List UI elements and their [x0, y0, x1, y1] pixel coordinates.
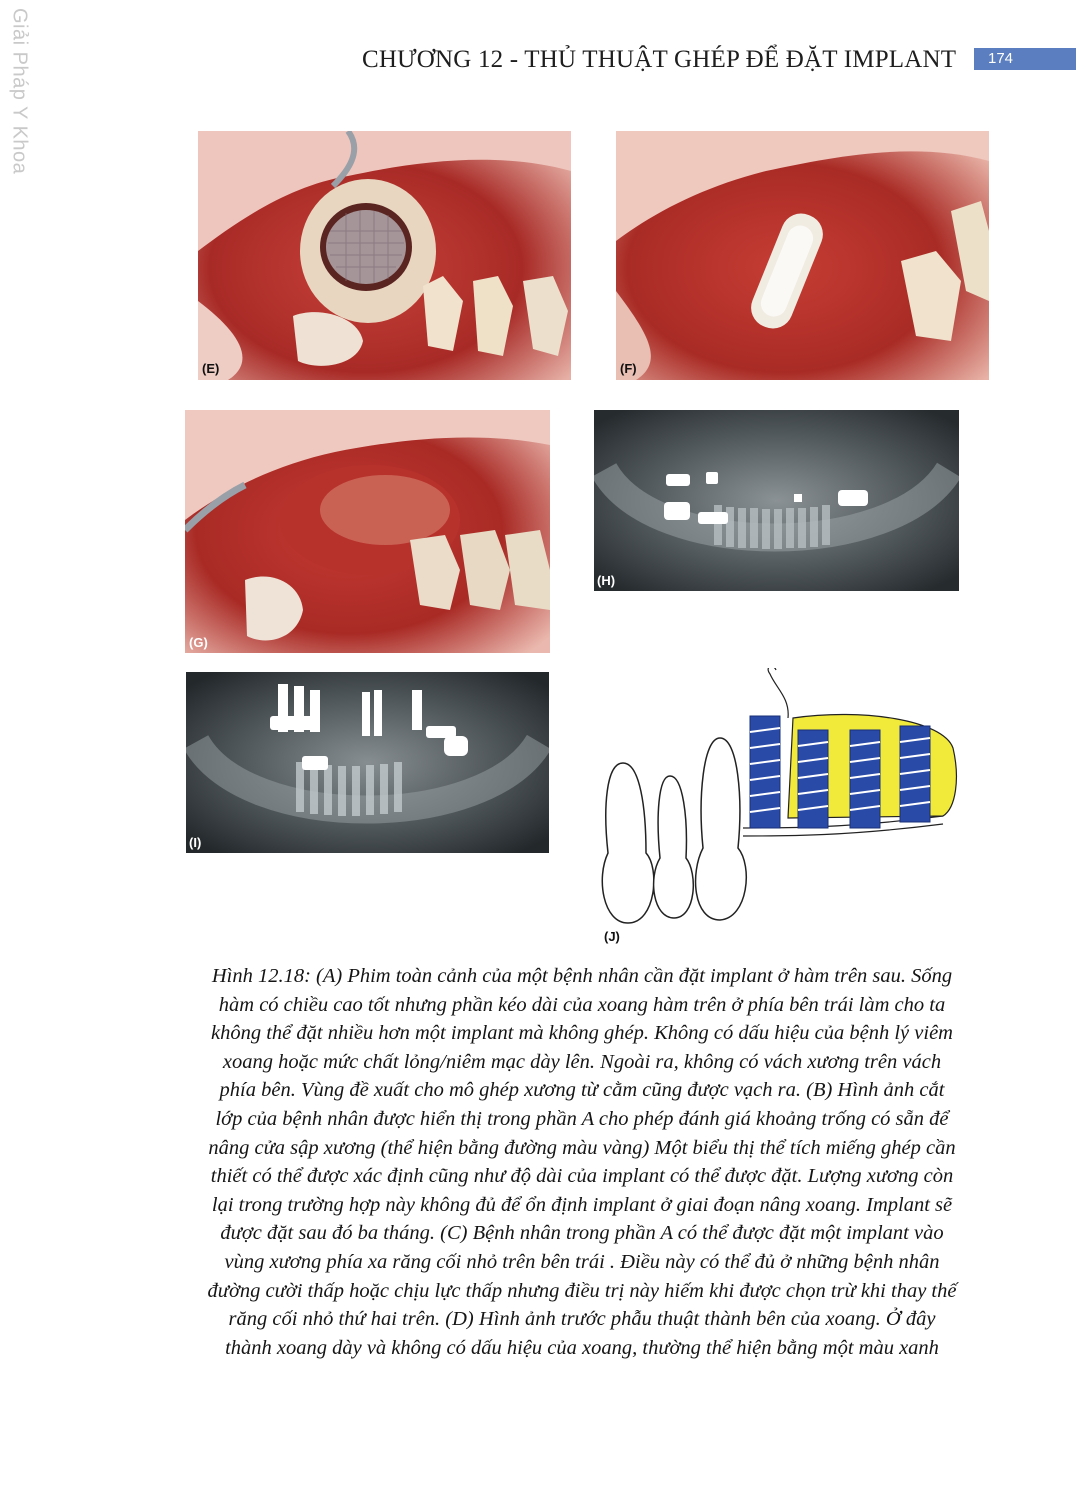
figure-j-drawing: [598, 668, 958, 948]
caption-line: xoang hoặc mức chất lỏng/niêm mạc dày lên. Ngoài ra, không có vách xương trên vách: [222, 1050, 942, 1073]
caption-line: đường cười thấp hoặc chịu lực thấp nhưng điều trị này hiếm khi được chọn trừ khi thay thế: [207, 1279, 957, 1302]
caption-line: không thể đặt nhiều hơn một implant mà không ghép. Không có dấu hiệu của bệnh lý viêm: [211, 1022, 953, 1045]
caption-line: thiết có thể được xác định cũng như độ dài của implant có thể được đặt. Lượng xương còn: [210, 1165, 954, 1188]
caption-line: lại trong trường hợp này không đủ để ổn định implant ở giai đoạn nâng xoang. Implant sẽ: [211, 1193, 953, 1216]
caption-line: răng cối nhỏ thứ hai trên. (D) Hình ảnh trước phẫu thuật thành bên của xoang. Ở đây: [228, 1308, 936, 1331]
figure-i-label: (I): [189, 835, 202, 850]
figure-g-image: [185, 410, 550, 653]
figure-i-radiograph: [186, 672, 549, 853]
figure-h-label: (H): [597, 573, 616, 588]
figure-j-diagram: [598, 668, 958, 948]
side-watermark: [2, 8, 36, 178]
figure-caption: [176, 962, 988, 1362]
caption-line: phía bên. Vùng đề xuất cho mô ghép xương từ cằm cũng được vạch ra. (B) Hình ảnh cắt: [219, 1079, 945, 1102]
caption-line: thành xoang dày và không có dấu hiệu của xoang, thường thể hiện bằng một màu xanh: [225, 1336, 939, 1359]
figure-h-radiograph: [594, 410, 959, 591]
figure-e-image: [198, 131, 571, 380]
figure-e-label: (E): [202, 361, 220, 376]
figure-f-label: (F): [620, 361, 637, 376]
figure-f-photo: [616, 131, 989, 380]
page-number-badge: 174: [974, 48, 1076, 70]
chapter-title: CHƯƠNG 12 - THỦ THUẬT GHÉP ĐỂ ĐẶT IMPLANT: [362, 46, 957, 73]
caption-line: vùng xương phía xa răng cối nhỏ trên bên trái . Điều này có thể đủ ở những bệnh nhân: [224, 1250, 940, 1273]
figure-h-image: [594, 410, 959, 591]
watermark-text: Giải Pháp Y Khoa: [8, 8, 31, 175]
figure-f-image: [616, 131, 989, 380]
figure-j-label: (J): [604, 929, 620, 944]
caption-line: hàm có chiều cao tốt nhưng phần kéo dài của xoang hàm trên ở phía bên trái làm cho ta: [218, 993, 946, 1016]
caption-line: được đặt sau đó ba tháng. (C) Bệnh nhân trong phần A có thể được đặt một implant vào: [220, 1222, 944, 1245]
figure-i-image: [186, 672, 549, 853]
caption-line: lớp của bệnh nhân được hiển thị trong phần A cho phép đánh giá khoảng trống có sẵn để: [215, 1107, 949, 1130]
figure-g-photo: [185, 410, 550, 653]
caption-line: Hình 12.18: (A) Phim toàn cảnh của một bệnh nhân cần đặt implant ở hàm trên sau. Sống: [211, 965, 953, 987]
figure-e-photo: [198, 131, 571, 380]
caption-line: nâng cửa sập xương (thể hiện bằng đường màu vàng) Một biểu thị thể tích miếng ghép cần: [208, 1136, 956, 1159]
figure-g-label: (G): [189, 635, 208, 650]
